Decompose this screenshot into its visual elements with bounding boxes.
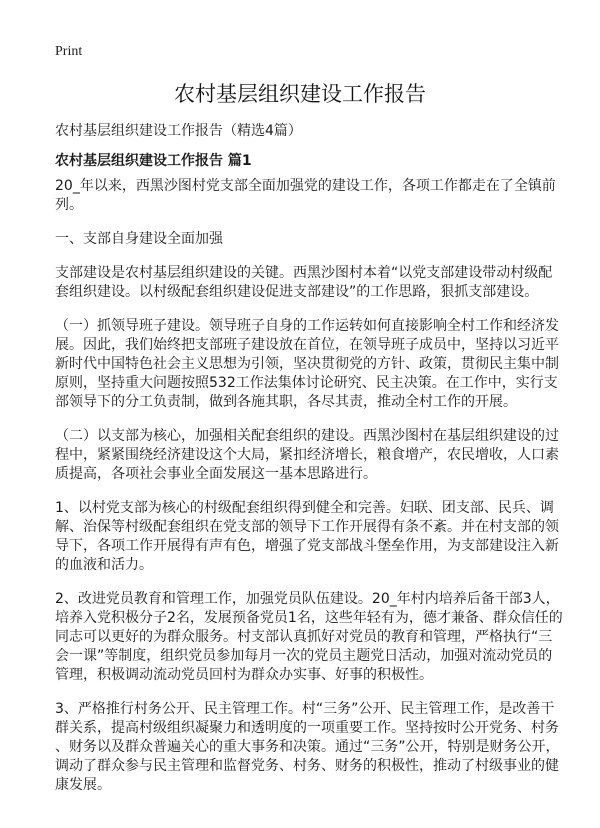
paragraph: [55, 317, 559, 412]
paragraph-line: 3、严格推行村务公开、民主管理工作。村“三务”公开、民主管理工作，是改善干: [55, 701, 555, 717]
paragraph: [55, 590, 563, 685]
paragraph-line: 同志可以更好的为群众服务。村支部认真抓好对党员的教育和管理，严格执行“三: [55, 629, 553, 645]
paragraph-line: 新时代中国特色社会主义思想为引领，坚决贯彻党的方针、政策，贯彻民主集中制: [55, 356, 559, 372]
document-body: [55, 177, 563, 810]
paragraph: [55, 264, 555, 302]
paragraph-line: 质提高，各项社会事业全面发展这一基本思路进行。: [55, 466, 377, 482]
paragraph-line: 1、以村党支部为核心的村级配套组织得到健全和完善。妇联、团支部、民兵、调: [55, 500, 554, 516]
paragraph-line: （一）抓领导班子建设。领导班子自身的工作运转如何直接影响全村工作和经济发: [55, 318, 559, 334]
paragraph: [55, 427, 559, 484]
paragraph-line: 、财务以及群众普遍关心的重大事务和决策。通过“三务”公开，特别是财务公开，: [55, 739, 560, 755]
paragraph-line: 程中，紧紧围绕经济建设这个大局，紧扣经济增长，粮食增产，农民增收，人口素: [55, 447, 559, 463]
section-heading: 农村基层组织建设工作报告 篇1: [55, 153, 252, 169]
paragraph-line: 康发展。: [55, 777, 111, 793]
paragraph-line: 培养入党积极分子2名，发展预备党员1名，这些年轻有为，德才兼备、群众信任的: [55, 610, 563, 626]
paragraph-line: 列。: [55, 197, 83, 213]
paragraph-line: 群关系，提高村级组织凝聚力和透明度的一项重要工作。坚持按时公开党务、村务: [55, 720, 559, 736]
paragraph-line: 2、改进党员教育和管理工作，加强党员队伍建设。20_年村内培养后备干部3人，: [55, 591, 560, 607]
paragraph-line: 解、治保等村级配套组织在党支部的领导下工作开展得有条不紊。并在村支部的领: [55, 519, 559, 535]
paragraph-line: 导下，各项工作开展得有声有色，增强了党支部战斗堡垒作用，为支部建设注入新: [55, 538, 559, 554]
paragraph-line: 一、支部自身建设全面加强: [55, 231, 223, 247]
paragraph-line: 会一课”等制度，组织党员参加每月一次的党员主题党日活动，加强对流动党员的: [55, 648, 553, 664]
paragraph-line: 管理，积极调动流动党员回村为群众办实事、好事的积极性。: [55, 667, 433, 683]
document-title: 农村基层组织建设工作报告: [174, 82, 426, 106]
paragraph-line: （二）以支部为核心，加强相关配套组织的建设。西黑沙图村在基层组织建设的过: [55, 428, 559, 444]
paragraph: [55, 230, 555, 249]
paragraph-line: 套组织建设。以村级配套组织建设促进支部建设”的工作思路，狠抓支部建设。: [55, 284, 539, 300]
paragraph-line: 原则，坚持重大问题按照532工作法集体讨论研究、民主决策。在工作中，实行支: [55, 375, 558, 391]
paragraph-line: 的血液和活力。: [55, 557, 153, 573]
paragraph-line: 部领导下的分工负责制，做到各施其职，各尽其责，推动全村工作的开展。: [55, 394, 517, 410]
paragraph-line: 支部建设是农村基层组织建设的关键。西黑沙图村本着“以党支部建设带动村级配: [55, 265, 553, 281]
paragraph-line: 调动了群众参与民主管理和监督党务、村务、财务的积极性，推动了村级事业的健: [55, 758, 559, 774]
paragraph-line: 展。因此，我们始终把支部班子建设放在首位，在领导班子成员中，坚持以习近平: [55, 337, 559, 353]
paragraph: [55, 700, 560, 795]
paragraph-line: 20_年以来，西黑沙图村党支部全面加强党的建设工作，各项工作都走在了全镇前: [55, 178, 556, 194]
paragraph: [55, 177, 555, 215]
document-subtitle: 农村基层组织建设工作报告（精选4篇）: [55, 123, 302, 139]
paragraph: [55, 499, 559, 575]
print-label[interactable]: Print: [55, 44, 83, 59]
